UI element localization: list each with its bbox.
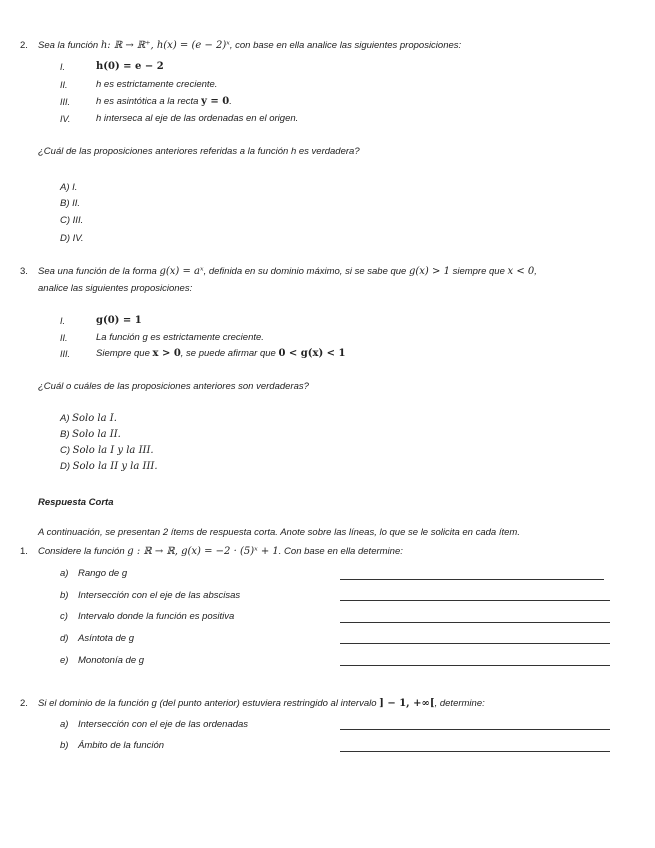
q2-prop3-pre: h es asintótica a la recta <box>96 96 202 107</box>
q3-line1-math3: x < 0 <box>507 266 535 277</box>
q3-option-a-letter: A) <box>60 413 73 424</box>
q3-line1-mid: , definida en su dominio máximo, si se sabe que <box>203 266 409 277</box>
item2-part-b-label: b) <box>60 740 69 751</box>
q3-prop1-math: g(0) = 1 <box>96 315 142 326</box>
q3-option-d-text: Solo la II y la III. <box>72 461 158 472</box>
q2-prop1-text <box>96 61 164 73</box>
item1-part-b-text: Intersección con el eje de las abscisas <box>78 590 241 601</box>
q3-prop2-text: La función g es estrictamente creciente. <box>96 332 264 343</box>
item2-stem <box>38 698 485 710</box>
q2-option-d: D) IV. <box>60 233 84 244</box>
q3-line1-post: , <box>534 266 537 277</box>
q2-prop3-roman: III. <box>60 97 71 107</box>
q3-option-b <box>60 429 121 441</box>
q3-number: 3. <box>20 266 28 277</box>
item1-part-d-answer-line[interactable] <box>340 643 610 644</box>
item1-stem-post: . Con base en ella determine: <box>278 546 403 557</box>
q2-stem-post: , con base en ella analice las siguientes proposiciones: <box>229 40 462 51</box>
q2-prop1-math: h(0) = e − 2 <box>96 61 164 72</box>
q3-prop3-text <box>96 348 346 360</box>
short-answer-heading: Respuesta Corta <box>38 497 114 508</box>
q3-option-a-text: Solo la I. <box>72 413 117 424</box>
item2-part-b-answer-line[interactable] <box>340 751 610 752</box>
q2-option-b: B) II. <box>60 198 81 209</box>
item1-part-c-answer-line[interactable] <box>340 622 610 623</box>
item1-part-a-answer-line[interactable] <box>340 579 604 580</box>
q3-prop1-text <box>96 315 142 327</box>
q2-prop1-roman: I. <box>60 62 66 72</box>
q3-option-d <box>60 461 158 473</box>
q3-prop3-pre: Siempre que <box>96 348 153 359</box>
q3-option-c-letter: C) <box>60 445 73 456</box>
q3-option-b-text: Solo la II. <box>72 429 121 440</box>
item1-part-b-answer-line[interactable] <box>340 600 610 601</box>
q2-option-a: A) I. <box>60 182 78 193</box>
q3-question: ¿Cuál o cuáles de las proposiciones anteriores son verdaderas? <box>38 381 309 392</box>
item2-part-b-text: Ámbito de la función <box>78 740 165 751</box>
item2-stem-math: ] − 1, +∞[ <box>379 698 435 709</box>
q2-prop3-math: y = 0 <box>201 96 230 107</box>
item2-number: 2. <box>20 698 28 709</box>
item1-part-a-text: Rango de g <box>78 568 128 579</box>
q3-line1-pre: Sea una función de la forma <box>38 266 160 277</box>
q3-prop3-mid: , se puede afirmar que <box>180 348 279 359</box>
item1-part-c-text: Intervalo donde la función es positiva <box>78 611 235 622</box>
q3-line1-math1: g(x) = aˣ <box>159 266 204 277</box>
item1-part-c-label: c) <box>60 611 68 622</box>
q3-prop3-roman: III. <box>60 349 71 359</box>
item1-stem <box>38 546 403 558</box>
q3-prop2-roman: II. <box>60 333 68 343</box>
q3-option-d-letter: D) <box>60 461 73 472</box>
q3-option-c <box>60 445 154 457</box>
q2-stem <box>38 40 461 52</box>
item1-part-e-label: e) <box>60 655 69 666</box>
q3-line1-mid2: siempre que <box>449 266 508 277</box>
q2-stem-pre: Sea la función <box>38 40 101 51</box>
q2-option-c: C) III. <box>60 215 84 226</box>
item2-part-a-text: Intersección con el eje de las ordenadas <box>78 719 249 730</box>
q3-prop1-roman: I. <box>60 316 66 326</box>
item2-stem-post: , determine: <box>434 698 485 709</box>
q3-prop3-math2: 0 < g(x) < 1 <box>278 348 346 359</box>
item2-part-a-label: a) <box>60 719 69 730</box>
q2-number: 2. <box>20 40 28 51</box>
q2-prop3-post: . <box>229 96 232 107</box>
q2-prop2-text: h es estrictamente creciente. <box>96 79 218 90</box>
q2-prop4-text: h interseca al eje de las ordenadas en el origen. <box>96 113 299 124</box>
item1-part-a-label: a) <box>60 568 69 579</box>
q2-prop3-text <box>96 96 232 108</box>
q2-prop2-roman: II. <box>60 80 68 90</box>
q3-option-c-text: Solo la I y la III. <box>72 445 154 456</box>
item1-part-e-answer-line[interactable] <box>340 665 610 666</box>
q3-option-b-letter: B) <box>60 429 73 440</box>
item1-part-b-label: b) <box>60 590 69 601</box>
item1-stem-pre: Considere la función <box>38 546 128 557</box>
q3-line2: analice las siguientes proposiciones: <box>38 283 193 294</box>
item1-stem-math: g : ℝ → ℝ, g(x) = −2 · (5)ˣ + 1 <box>127 546 279 557</box>
q3-line1-math2: g(x) > 1 <box>408 266 450 277</box>
q2-prop4-roman: IV. <box>60 114 71 124</box>
item2-stem-pre: Si el dominio de la función g (del punto anterior) estuviera restringido al intervalo <box>38 698 380 709</box>
item1-part-d-text: Asíntota de g <box>78 633 134 644</box>
short-answer-intro: A continuación, se presentan 2 ítems de respuesta corta. Anote sobre las líneas, lo que se le solicita en cada ítem. <box>38 527 520 538</box>
item1-part-d-label: d) <box>60 633 69 644</box>
q2-stem-math: h: ℝ → ℝ⁺, h(x) = (e − 2)ˣ <box>100 40 230 51</box>
q3-option-a <box>60 413 117 425</box>
item1-part-e-text: Monotonía de g <box>78 655 145 666</box>
item1-number: 1. <box>20 546 28 557</box>
q3-line1 <box>38 266 537 278</box>
q2-question: ¿Cuál de las proposiciones anteriores referidas a la función h es verdadera? <box>38 146 360 157</box>
q3-prop3-math1: x > 0 <box>152 348 181 359</box>
item2-part-a-answer-line[interactable] <box>340 729 610 730</box>
